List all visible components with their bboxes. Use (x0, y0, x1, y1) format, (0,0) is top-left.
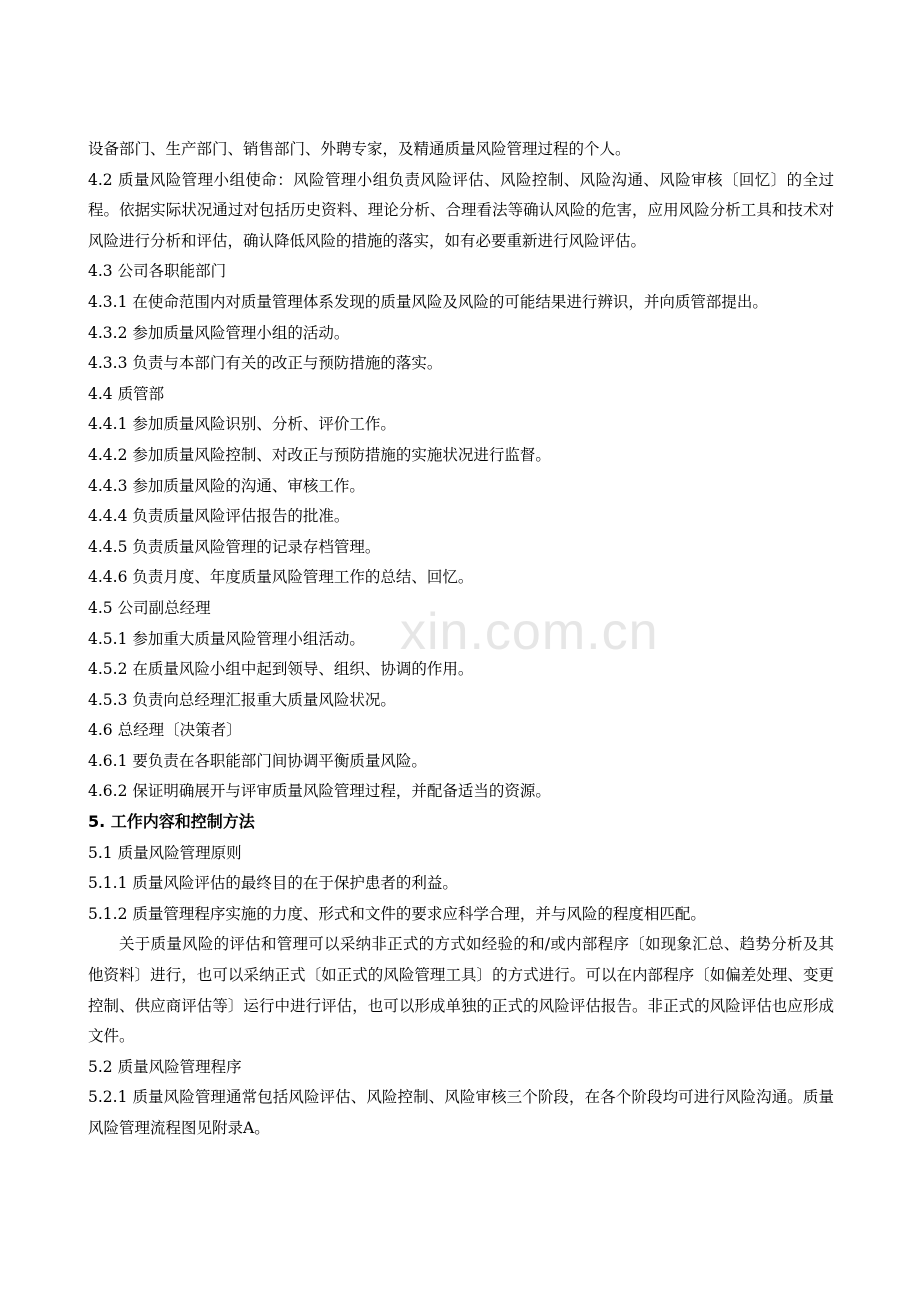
paragraph-4-4-4: 4.4.4 负责质量风险评估报告的批准。 (88, 507, 350, 526)
paragraph-4-4-6: 4.4.6 负责月度、年度质量风险管理工作的总结、回忆。 (88, 568, 474, 587)
paragraph-4-2: 4.2 质量风险管理小组使命：风险管理小组负责风险评估、风险控制、风险沟通、风险审核〔回忆〕的全过程。依据实际状况通过对包括历史资料、理论分析、合理看法等确认风险的危害，应用风险分析工具和技术对风险进行分析和评估，确认降低风险的措施的落实，如有必要重新进行风险评估。 (88, 170, 834, 250)
paragraph-informal-assessment: 关于质量风险的评估和管理可以采纳非正式的方式如经验的和/或内部程序〔如现象汇总、趋势分析及其他资料〕进行，也可以采纳正式〔如正式的风险管理工具〕的方式进行。可以在内部程序〔如偏差处理、变更控制、供应商评估等〕运行中进行评估，也可以形成单独的正式的风险评估报告。非正式的风险评估也应形成文件。 (88, 935, 834, 1046)
paragraph-4-6-2: 4.6.2 保证明确展开与评审质量风险管理过程，并配备适当的资源。 (88, 782, 551, 801)
paragraph-4-4-5: 4.4.5 负责质量风险管理的记录存档管理。 (88, 537, 381, 556)
paragraph-4-4-1: 4.4.1 参加质量风险识别、分析、评价工作。 (88, 415, 396, 434)
paragraph-4-3-1: 4.3.1 在使命范围内对质量管理体系发现的质量风险及风险的可能结果进行辨识，并向质管部提出。 (88, 292, 768, 311)
paragraph-5-1-2: 5.1.2 质量管理程序实施的力度、形式和文件的要求应科学合理，并与风险的程度相匹配。 (88, 904, 706, 923)
paragraph-4-6-1: 4.6.1 要负责在各职能部门间协调平衡质量风险。 (88, 751, 427, 770)
document-body (88, 134, 834, 1144)
paragraph-4-3-2: 4.3.2 参加质量风险管理小组的活动。 (88, 323, 350, 342)
watermark: xin.com.cn (400, 603, 659, 661)
paragraph-5-1-1: 5.1.1 质量风险评估的最终目的在于保护患者的利益。 (88, 874, 458, 893)
paragraph-4-5-2: 4.5.2 在质量风险小组中起到领导、组织、协调的作用。 (88, 660, 474, 679)
paragraph-4-5-1: 4.5.1 参加重大质量风险管理小组活动。 (88, 629, 365, 648)
chapter-heading-5: 5. 工作内容和控制方法 (88, 812, 255, 832)
section-heading-5-1: 5.1 质量风险管理原则 (88, 843, 242, 862)
section-heading-4-4: 4.4 质管部 (88, 384, 165, 403)
paragraph-4-5-3: 4.5.3 负责向总经理汇报重大质量风险状况。 (88, 690, 396, 709)
paragraph-4-4-2: 4.4.2 参加质量风险控制、对改正与预防措施的实施状况进行监督。 (88, 445, 551, 464)
paragraph-roles-continued: 设备部门、生产部门、销售部门、外聘专家，及精通质量风险管理过程的个人。 (88, 140, 631, 158)
section-heading-4-5: 4.5 公司副总经理 (88, 598, 211, 617)
section-heading-5-2: 5.2 质量风险管理程序 (88, 1057, 242, 1076)
paragraph-5-2-1: 5.2.1 质量风险管理通常包括风险评估、风险控制、风险审核三个阶段，在各个阶段均可进行风险沟通。质量风险管理流程图见附录A。 (88, 1088, 834, 1137)
section-heading-4-3: 4.3 公司各职能部门 (88, 262, 227, 281)
paragraph-4-3-3: 4.3.3 负责与本部门有关的改正与预防措施的落实。 (88, 354, 443, 373)
paragraph-4-4-3: 4.4.3 参加质量风险的沟通、审核工作。 (88, 476, 365, 495)
section-heading-4-6: 4.6 总经理〔决策者〕 (88, 721, 242, 740)
